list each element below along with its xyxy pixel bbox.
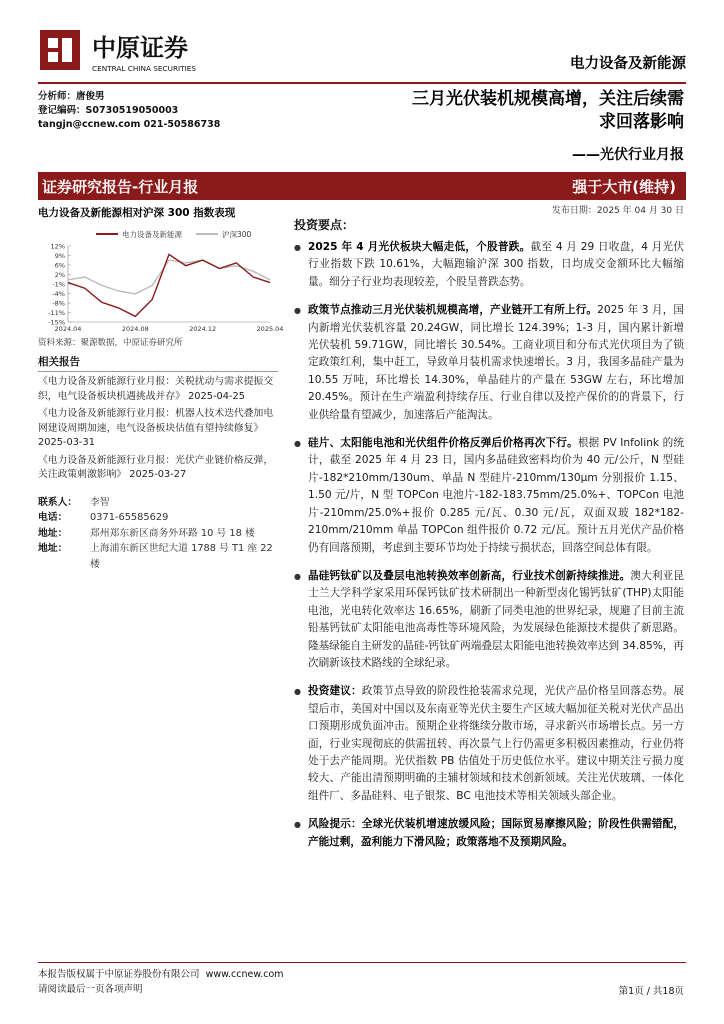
x-tick-label: 2024.12 (189, 325, 217, 333)
related-report-item[interactable] (38, 454, 278, 483)
analyst-contact: tangjn@ccnew.com 021-50586738 (38, 119, 221, 130)
y-tick-label: 9% (54, 252, 65, 260)
left-column (38, 205, 284, 572)
investment-point (294, 435, 684, 557)
y-tick-label: -1% (52, 280, 65, 289)
reg-label: 登记编码： (38, 105, 86, 116)
series-line (68, 254, 270, 316)
footer-divider (38, 962, 686, 963)
investment-points (294, 216, 684, 862)
point-body: 澳大利亚昆士兰大学科学家采用环保钙钛矿技术研制出一种新型卤化锡钙钛矿(THP)太阳能电池，光电转化效率达 16.65%，刷新了同类电池的世界纪录，规避了目前主流铅基钙钛矿太阳能电池高毒性等环境风险，为发展绿色能源技术提供了新思路。隆基绿能自主研发的晶硅-钙钛矿两端叠层太阳能电池转换效率达到 34.85%，再次刷新该技术路线的全球纪录。 (308, 569, 685, 669)
investment-point (294, 683, 684, 805)
related-report-title: 《电力设备及新能源行业月报：关税扰动与需求提振交织，电气设备板块机遇挑战并存》 (38, 376, 274, 402)
contact-label: 联系人： (38, 496, 78, 508)
related-report-item[interactable] (38, 375, 278, 404)
chart-svg (38, 226, 284, 334)
contact-row (38, 541, 278, 572)
page-number: 第1页 / 共18页 (618, 986, 684, 997)
y-tick-label: 2% (54, 271, 65, 279)
contact-label: 电话： (38, 512, 68, 523)
point-headline: 晶硅钙钛矿以及叠层电池转换效率创新高，行业技术创新持续推进。 (308, 569, 631, 582)
x-tick-label: 2024.08 (121, 325, 149, 333)
legend-label: 沪深300 (222, 230, 252, 239)
point-headline: 风险提示：全球光伏装机增速放缓风险；国际贸易摩擦风险；阶段性供需错配，产能过剩，盈利能力下滑风险；政策落地不及预期风险。 (308, 818, 684, 848)
header-divider (38, 82, 686, 84)
point-headline: 投资建议： (308, 685, 362, 698)
contact-value: 李智 (90, 496, 110, 508)
y-tick-label: 12% (50, 242, 65, 251)
logo-en-text: CENTRAL CHINA SECURITIES (92, 64, 197, 73)
y-tick-label: -11% (48, 309, 65, 317)
analyst-info (38, 90, 220, 132)
logo-cn-text: 中原证券 (92, 34, 188, 62)
related-report-date: 2025-04-25 (188, 390, 246, 402)
related-report-title: 《电力设备及新能源行业月报：光伏产业链价格反弹，关注政策刺激影响》 (38, 454, 274, 480)
y-tick-label: -15% (48, 318, 65, 327)
investment-point (294, 239, 684, 291)
related-report-date: 2025-03-27 (129, 469, 187, 480)
footer-website-link[interactable]: www.ccnew.com (205, 969, 284, 980)
investment-point (294, 816, 684, 851)
contact-label: 地址： (38, 527, 68, 539)
legend-label: 电力设备及新能源 (122, 230, 182, 239)
contact-value: 郑州郑东新区商务外环路 10 号 18 楼 (90, 527, 255, 539)
contact-row (38, 495, 278, 511)
x-tick-label: 2025.04 (256, 325, 284, 333)
reg-code: S0730519050003 (85, 105, 179, 116)
point-headline: 政策节点推动三月光伏装机规模高增，产业链开工有所上行。 (308, 304, 598, 317)
related-report-item[interactable] (38, 407, 278, 451)
points-heading: 投资要点： (294, 218, 355, 232)
chart-title: 电力设备及新能源相对沪深 300 指数表现 (38, 207, 236, 219)
analyst-label: 分析师： (38, 91, 77, 102)
report-title-line1: 三月光伏装机规模高增，关注后续需 (412, 89, 684, 109)
chart-source: 资料来源：聚源数据，中原证券研究所 (38, 338, 183, 348)
company-logo (38, 22, 230, 78)
related-report-title: 《电力设备及新能源行业月报：机器人技术迭代叠加电网建设周期加速，电气设备板块估值有望持续修复》 (38, 408, 274, 434)
report-subtitle: ——光伏行业月报 (572, 147, 684, 163)
point-body: 根据 PV Infolink 的统计，截至 2025 年 4 月 23 日，国内多晶硅致密料均价为 40 元/公斤，N 型硅片-182*210mm/130um、单晶 N 型硅片-210mm/130μm 分别报价 1.15、1.50 元/片，N 型 TOPCon 电池片-182-183.75mm/25.0%+、TOPCon 电池片-210mm/25.0%+报价 0.285 元/瓦、0.30 元/瓦，双面双玻 182*182-210mm/210mm 单晶 TOPCon 组件报价 0.72 元/瓦。预计五月光伏产品价格仍有回落预期，考虑到主要环节均处于持续亏损状态，回落空间总体有限。 (308, 437, 684, 554)
contact-value: 上海浦东新区世纪大道 1788 号 T1 座 22 楼 (90, 543, 273, 570)
report-title (250, 88, 684, 134)
sector-title: 电力设备及新能源 (570, 56, 686, 72)
report-type: 证券研究报告-行业月报 (42, 177, 199, 196)
footer-copyright: 本报告版权属于中原证券股份有限公司 (38, 969, 200, 980)
footer-left (38, 967, 284, 997)
investment-point (294, 302, 684, 424)
index-chart (38, 226, 284, 334)
point-headline: 2025 年 4 月光伏板块大幅走低，个股普跌。 (308, 241, 531, 253)
x-tick-label: 2024.04 (54, 325, 82, 333)
investment-point (294, 568, 684, 672)
point-headline: 硅片、太阳能电池和光伏组件价格反弹后价格再次下行。 (308, 437, 578, 450)
contact-row (38, 510, 278, 526)
points-list (294, 239, 684, 851)
related-reports-heading: 相关报告 (38, 354, 278, 372)
publish-date: 发布日期：2025 年 04 月 30 日 (551, 206, 684, 216)
logo-mark-icon (38, 22, 230, 78)
point-body: 2025 年 3 月，国内新增光伏装机容量 20.24GW，同比增长 124.39%；1-3 月，国内累计新增光伏装机 59.71GW，同比增长 30.54%。工商业项目和分布式光伏项目为了锁定政策红利，集中赶工，导致单月装机需求快速增长。3 月，我国多晶硅产量为 10.55 万吨，环比增长 14.30%，单晶硅片的产量在 53GW 左右，环比增加 20.45%。预计在生产端盈利持续存压、行业自律以及控产保价的的背景下，行业供给量有望减少，加速落后产能淘汰。 (308, 304, 684, 421)
contact-label: 地址： (38, 543, 68, 554)
rating: 强于大市(维持) (572, 177, 676, 196)
y-tick-label: -4% (52, 290, 65, 298)
report-title-line2: 求回落影响 (599, 112, 684, 132)
contact-value: 0371-65585629 (90, 512, 169, 523)
y-tick-label: 6% (54, 261, 65, 270)
contact-block (38, 495, 278, 573)
analyst-name: 唐俊男 (76, 91, 105, 102)
footer-disclaimer: 请阅读最后一页各项声明 (38, 984, 143, 995)
point-body: 政策节点导致的阶段性抢装需求兑现，光伏产品价格呈回落态势。展望后市，美国对中国以及东南亚等光伏主要生产区域大幅加征关税对光伏产品出口预期形成负面冲击。预期企业将继续分散市场，寻求新兴市场增长点。另一方面，行业实现彻底的供需扭转、再次景气上行仍需更多积极因素推动，行业仍将处于去产能周期。光伏指数 PB 估值处于历史低位水平。建议中期关注亏损力度较大、产能出清预期明确的主辅材领域和技术创新领域。关注光伏玻璃、一体化组件厂、多晶硅料、电子银浆、BC 电池技术等相关领域头部企业。 (308, 685, 685, 802)
y-tick-label: -8% (52, 299, 65, 308)
contact-row (38, 526, 278, 542)
related-report-date: 2025-03-31 (38, 437, 95, 448)
report-type-band (38, 172, 686, 200)
point-body: 截至 4 月 29 日收盘，4 月光伏行业指数下跌 10.61%，大幅跑输沪深 300 指数，日均成交金额环比大幅缩量。细分子行业均表现较差，个股呈普跌态势。 (308, 241, 685, 288)
related-reports-list (38, 375, 278, 483)
